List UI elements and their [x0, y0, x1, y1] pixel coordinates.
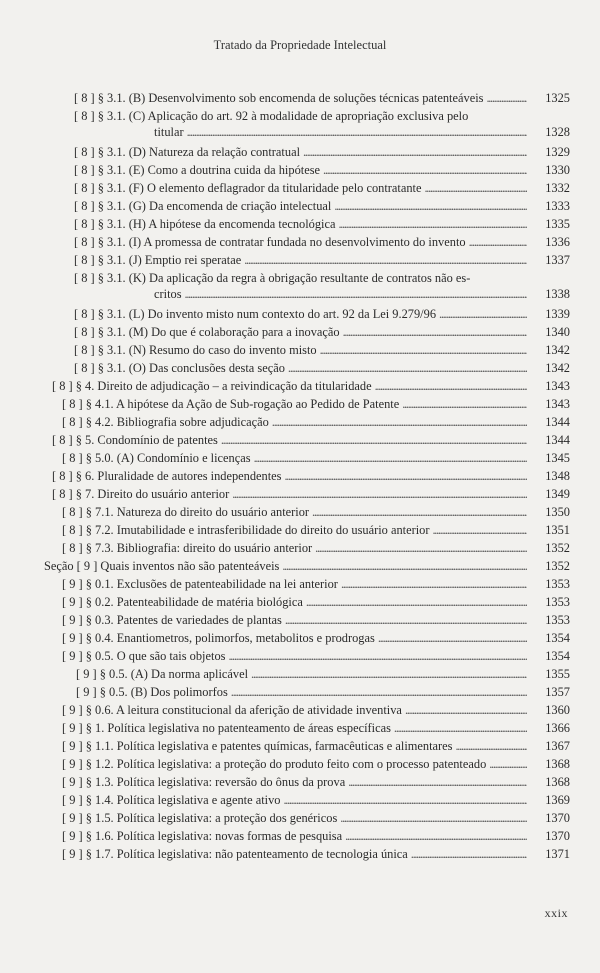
toc-entry [74, 216, 570, 232]
toc-entry [76, 684, 570, 700]
toc-entry-page: 1355 [545, 667, 570, 681]
toc-entry-text: [ 8 ] § 3.1. (E) Como a doutrina cuida da hipótese [74, 163, 321, 177]
toc-entry [62, 810, 570, 826]
toc-entry [74, 252, 570, 268]
leader-dots [340, 810, 527, 826]
toc-entry-text: [ 8 ] § 3.1. (O) Das conclusões desta seção [74, 361, 285, 375]
toc-entry [74, 360, 570, 376]
toc-entry-text: [ 9 ] § 1.1. Política legislativa e patentes químicas, farmacêuticas e alimentares [62, 739, 453, 753]
toc-entry [62, 504, 570, 520]
toc-entry [52, 378, 570, 394]
toc-entry-text: [ 8 ] § 7.3. Bibliografia: direito do usuário anterior [62, 541, 313, 555]
toc-entry-text: [ 8 ] § 3.1. (I) A promessa de contratar fundada no desenvolvimento do invento [74, 235, 466, 249]
leader-dots [402, 396, 527, 412]
toc-entry [62, 828, 570, 844]
leader-dots [306, 594, 527, 610]
toc-entry-page: 1369 [545, 793, 570, 807]
toc-entry-text: [ 8 ] § 3.1. (C) Aplicação do art. 92 à modalidade de apropriação exclusiva pelo [74, 109, 469, 123]
leader-dots [439, 306, 527, 322]
leader-dots [411, 846, 527, 862]
leader-dots [456, 738, 527, 754]
leader-dots [334, 198, 527, 214]
toc-entry-text: [ 8 ] § 7. Direito do usuário anterior [52, 487, 230, 501]
toc-entry [62, 612, 570, 628]
toc-entry [52, 432, 570, 448]
toc-entry-page: 1325 [545, 91, 570, 105]
toc-entry-page: 1344 [545, 433, 570, 447]
leader-dots [231, 684, 527, 700]
toc-entry-page: 1357 [545, 685, 570, 699]
toc-entry-page: 1336 [545, 235, 570, 249]
toc-entry [62, 846, 570, 862]
toc-entry-text: [ 9 ] § 1.4. Política legislativa e agente ativo [62, 793, 281, 807]
toc-entry-page: 1352 [545, 559, 570, 573]
toc-entry-page: 1349 [545, 487, 570, 501]
toc-entry-page: 1354 [545, 631, 570, 645]
leader-dots [489, 756, 527, 772]
toc-entry-text: [ 9 ] § 0.5. (A) Da norma aplicável [76, 667, 249, 681]
toc-entry-page: 1368 [545, 757, 570, 771]
toc-entry-text: [ 8 ] § 3.1. (F) O elemento deflagrador da titularidade pelo contratante [74, 181, 422, 195]
leader-dots [284, 792, 528, 808]
leader-dots [469, 234, 527, 250]
toc-entry-text: [ 8 ] § 3.1. (J) Emptio rei speratae [74, 253, 242, 267]
toc-entry-text: [ 9 ] § 1.5. Política legislativa: a proteção dos genéricos [62, 811, 338, 825]
leader-dots [251, 666, 527, 682]
toc-entry-text: [ 9 ] § 0.5. (B) Dos polimorfos [76, 685, 228, 699]
toc-entry-page: 1329 [545, 145, 570, 159]
toc-entry-text: [ 9 ] § 1.7. Política legislativa: não patenteamento de tecnologia única [62, 847, 408, 861]
leader-dots [288, 360, 527, 376]
toc-entry [44, 558, 570, 574]
leader-dots [405, 702, 527, 718]
toc-entry-page: 1368 [545, 775, 570, 789]
toc-entry-text: [ 8 ] § 3.1. (B) Desenvolvimento sob encomenda de soluções técnicas patenteáveis [74, 91, 484, 105]
leader-dots [315, 540, 527, 556]
toc-entry [62, 594, 570, 610]
toc-entry-text: [ 8 ] § 7.1. Natureza do direito do usuário anterior [62, 505, 310, 519]
toc-entry-page: 1338 [545, 287, 570, 301]
leader-dots [254, 450, 527, 466]
toc-entry-text: [ 9 ] § 0.4. Enantiometros, polimorfos, metabolitos e prodrogas [62, 631, 375, 645]
leader-dots [187, 124, 527, 140]
toc-entry-text: [ 9 ] § 0.5. O que são tais objetos [62, 649, 226, 663]
toc-entry-text: [ 9 ] § 0.3. Patentes de variedades de plantas [62, 613, 282, 627]
leader-dots [285, 468, 528, 484]
toc-entry-text: [ 9 ] § 0.1. Exclusões de patenteabilidade na lei anterior [62, 577, 338, 591]
leader-dots [303, 144, 527, 160]
toc-entry-page: 1340 [545, 325, 570, 339]
toc-entry-text: [ 8 ] § 3.1. (L) Do invento misto num contexto do art. 92 da Lei 9.279/96 [74, 307, 437, 321]
toc-entry-page: 1353 [545, 613, 570, 627]
leader-dots [185, 286, 527, 302]
toc-entry [74, 180, 570, 196]
toc-entry-text: [ 9 ] § 1.6. Política legislativa: novas formas de pesquisa [62, 829, 343, 843]
leader-dots [425, 180, 528, 196]
toc-entry-page: 1371 [545, 847, 570, 861]
toc-entry-page: 1370 [545, 811, 570, 825]
toc-entry [74, 270, 570, 302]
toc-entry [74, 108, 570, 140]
toc-entry [62, 414, 570, 430]
toc-entry-page: 1332 [545, 181, 570, 195]
toc-entry [74, 324, 570, 340]
toc-entry-text: [ 9 ] § 0.2. Patenteabilidade de matéria biológica [62, 595, 303, 609]
toc-entry [62, 540, 570, 556]
toc-entry-text-continuation: titular [154, 125, 184, 139]
leader-dots [272, 414, 527, 430]
toc-entry [62, 738, 570, 754]
toc-entry [74, 306, 570, 322]
toc-entry-page: 1352 [545, 541, 570, 555]
leader-dots [486, 90, 527, 106]
toc-entry-page: 1335 [545, 217, 570, 231]
toc-entry-text: [ 8 ] § 3.1. (M) Do que é colaboração para a inovação [74, 325, 340, 339]
toc-entry [74, 342, 570, 358]
toc-entry [62, 396, 570, 412]
toc-entry-text: [ 8 ] § 3.1. (H) A hipótese da encomenda tecnológica [74, 217, 336, 231]
toc-entry-page: 1330 [545, 163, 570, 177]
toc-entry-page: 1345 [545, 451, 570, 465]
toc-entry-text: [ 8 ] § 3.1. (G) Da encomenda de criação intelectual [74, 199, 332, 213]
leader-dots [282, 558, 527, 574]
leader-dots [348, 774, 527, 790]
toc-entry [62, 792, 570, 808]
leader-dots [323, 162, 527, 178]
toc-entry [62, 720, 570, 736]
leader-dots [244, 252, 527, 268]
toc-entry-text: [ 9 ] § 1. Política legislativa no patenteamento de áreas específicas [62, 721, 391, 735]
toc-entry [62, 522, 570, 538]
leader-dots [221, 432, 527, 448]
toc-entry-text: [ 8 ] § 5.0. (A) Condomínio e licenças [62, 451, 251, 465]
toc-entry [74, 90, 570, 106]
running-header: Tratado da Propriedade Intelectual [213, 38, 387, 52]
toc-entry-page: 1343 [545, 397, 570, 411]
toc-entry [62, 648, 570, 664]
toc-entry-text: [ 8 ] § 7.2. Imutabilidade e intrasferibilidade do direito do usuário anterior [62, 523, 430, 537]
toc-entry [62, 450, 570, 466]
toc-entry-text: [ 8 ] § 3.1. (K) Da aplicação da regra à obrigação resultante de contratos não es- [74, 271, 471, 285]
toc-entry-page: 1354 [545, 649, 570, 663]
toc-entry-page: 1344 [545, 415, 570, 429]
toc-entry-page: 1342 [545, 343, 570, 357]
toc-entry-page: 1333 [545, 199, 570, 213]
toc-entry [52, 486, 570, 502]
toc-entry [62, 630, 570, 646]
leader-dots [232, 486, 527, 502]
toc-entry-page: 1348 [545, 469, 570, 483]
toc-entry [62, 576, 570, 592]
toc-entry-page: 1353 [545, 595, 570, 609]
toc-entry [74, 162, 570, 178]
toc-entry [52, 468, 570, 484]
toc-entry-text: [ 8 ] § 4.2. Bibliografia sobre adjudicação [62, 415, 269, 429]
toc-entry-page: 1342 [545, 361, 570, 375]
toc-entry-page: 1328 [545, 125, 570, 139]
leader-dots [394, 720, 527, 736]
toc-entry [62, 702, 570, 718]
toc-entry-page: 1367 [545, 739, 570, 753]
toc-entry-page: 1350 [545, 505, 570, 519]
toc-entry-text: Seção [ 9 ] Quais inventos não são patenteáveis [44, 559, 280, 573]
toc-entry-page: 1353 [545, 577, 570, 591]
toc-entry-page: 1351 [545, 523, 570, 537]
toc-entry [62, 756, 570, 772]
toc-entry-text: [ 8 ] § 5. Condomínio de patentes [52, 433, 218, 447]
toc-entry-page: 1366 [545, 721, 570, 735]
leader-dots [378, 630, 527, 646]
toc-entry-text-continuation: critos [154, 287, 182, 301]
toc-entry-text: [ 9 ] § 1.3. Política legislativa: reversão do ônus da prova [62, 775, 346, 789]
toc-entry [74, 198, 570, 214]
toc-entry-page: 1337 [545, 253, 570, 267]
toc-entry [76, 666, 570, 682]
leader-dots [343, 324, 527, 340]
toc-entry [74, 234, 570, 250]
page-number: xxix [544, 906, 568, 920]
toc-entry [74, 144, 570, 160]
leader-dots [339, 216, 528, 232]
toc-entry-page: 1343 [545, 379, 570, 393]
toc-entry-text: [ 8 ] § 3.1. (D) Natureza da relação contratual [74, 145, 301, 159]
toc-entry-page: 1339 [545, 307, 570, 321]
toc-entry-page: 1360 [545, 703, 570, 717]
leader-dots [341, 576, 527, 592]
toc-entry-text: [ 8 ] § 4.1. A hipótese da Ação de Sub-rogação ao Pedido de Patente [62, 397, 400, 411]
leader-dots [375, 378, 527, 394]
leader-dots [320, 342, 527, 358]
toc-entry [62, 774, 570, 790]
leader-dots [345, 828, 527, 844]
leader-dots [285, 612, 527, 628]
leader-dots [432, 522, 527, 538]
toc-entry-text: [ 9 ] § 1.2. Política legislativa: a proteção do produto feito com o processo patenteado [62, 757, 487, 771]
toc-entry-page: 1370 [545, 829, 570, 843]
toc-entry-text: [ 9 ] § 0.6. A leitura constitucional da aferição de atividade inventiva [62, 703, 402, 717]
toc-entry-text: [ 8 ] § 6. Pluralidade de autores independentes [52, 469, 282, 483]
toc-entry-text: [ 8 ] § 3.1. (N) Resumo do caso do invento misto [74, 343, 317, 357]
toc-entry-text: [ 8 ] § 4. Direito de adjudicação – a reivindicação da titularidade [52, 379, 372, 393]
leader-dots [228, 648, 527, 664]
leader-dots [312, 504, 527, 520]
